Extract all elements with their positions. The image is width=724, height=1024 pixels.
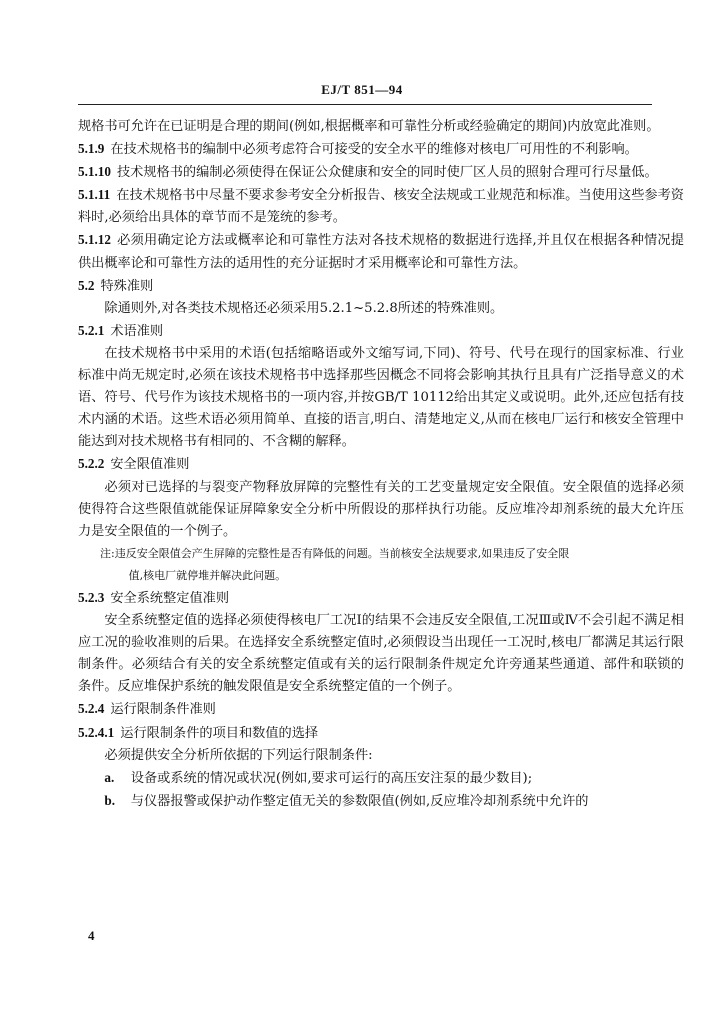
section-5-2-2-heading — [78, 453, 684, 476]
section-5-2-3-text: 安全系统整定值的选择必须使得核电厂工况Ⅰ的结果不会违反安全限值,工况Ⅲ或Ⅳ不会引起不满足相应工况的验收准则的后果。在选择安全系统整定值时,必须假设当出现任一工况时,核电厂都满足其运行限制条件。必须结合有关的安全系统整定值或有关的运行限制条件规定允许旁通某些通道、部件和联锁的条件。反应堆保护系统的触发限值是安全系统整定值的一个例子。 — [78, 613, 684, 695]
list-label: b. — [104, 792, 116, 808]
page-number: 4 — [88, 928, 95, 943]
section-5-2-heading — [78, 275, 684, 298]
section-title: 运行限制条件准则 — [110, 702, 216, 718]
section-title: 术语准则 — [110, 323, 164, 339]
clause-5-1-9 — [78, 138, 684, 161]
note — [78, 543, 684, 565]
section-title: 安全限值准则 — [110, 457, 190, 473]
section-number: 5.2 — [78, 277, 95, 293]
list-item-a — [78, 767, 684, 790]
header-rule — [78, 104, 652, 105]
list-text: 与仪器报警或保护动作整定值无关的参数限值(例如,反应堆冷却剂系统中允许的 — [130, 793, 589, 809]
section-5-2-4-1-heading — [78, 722, 684, 745]
clause-text: 技术规格书的编制必须使得在保证公众健康和安全的同时使厂区人员的照射合理可行尽量低。 — [116, 165, 658, 181]
clause-5-1-10 — [78, 161, 684, 184]
section-5-2-1-text: 在技术规格书中采用的术语(包括缩略语或外文缩写词,下同)、符号、代号在现行的国家标准、行业标准中尚无规定时,必须在该技术规格书中选择那些因概念不同将会影响其执行且具有广泛指导意义的术语、符号、代号作为该技术规格书的一项内容,并按GB/T 10112给出其定义或说明。此外,还应包括有技术内涵的术语。这些术语必须用简单、直接的语言,明白、清楚地定义,从而在核电厂运行和核安全管理中能达到对技术规格书有相同的、不含糊的解释。 — [78, 345, 684, 450]
clause-text: 在技术规格书中尽量不要求参考安全分析报告、核安全法规或工业规范和标准。当使用这些参考资料时,必须给出具体的章节而不是笼统的参考。 — [78, 188, 684, 226]
clause-text: 在技术规格书的编制中必须考虑符合可接受的安全水平的维修对核电厂可用性的不利影响。 — [110, 142, 638, 158]
section-5-2-2-text: 必须对已选择的与裂变产物释放屏障的完整性有关的工艺变量规定安全限值。安全限值的选择必须使得符合这些限值就能保证屏障象安全分析中所假设的那样执行功能。反应堆冷却剂系统的最大允许压力是安全限值的一个例子。 — [78, 479, 684, 539]
section-number: 5.2.4.1 — [78, 724, 115, 740]
section-number: 5.2.3 — [78, 589, 105, 605]
section-number: 5.2.4 — [78, 701, 105, 717]
note-continuation: 值,核电厂就停堆并解决此问题。 — [128, 568, 287, 582]
clause-text: 必须用确定论方法或概率论和可靠性方法对各技术规格的数据进行选择,并且仅在根据各种情况提供出概率论和可靠性方法的适用性的充分证据时才采用概率论和可靠性方法。 — [78, 233, 684, 271]
paragraph-continuation: 规格书可允许在已证明是合理的期间(例如,根据概率和可靠性分析或经验确定的期间)内放宽此准则。 — [78, 119, 660, 134]
section-5-2-3-heading — [78, 587, 684, 610]
note-line-1: 违反安全限值会产生屏障的完整性是否有降低的问题。当前核安全法规要求,如果违反了安全限 — [114, 546, 570, 560]
clause-number: 5.1.10 — [78, 164, 111, 180]
section-title: 特殊准则 — [100, 278, 154, 294]
section-5-2-text: 除通则外,对各类技术规格还必须采用5.2.1~5.2.8所述的特殊准则。 — [104, 300, 504, 316]
clause-number: 5.1.12 — [78, 232, 111, 248]
page-body — [78, 116, 684, 813]
clause-5-1-11 — [78, 184, 684, 229]
list-text: 设备或系统的情况或状况(例如,要求可运行的高压安注泵的最少数目); — [130, 770, 533, 786]
clause-number: 5.1.11 — [78, 187, 111, 203]
running-header: EJ/T 851—94 — [321, 82, 403, 97]
clause-5-1-12 — [78, 229, 684, 274]
section-5-2-1-heading — [78, 320, 684, 343]
clause-number: 5.1.9 — [78, 141, 105, 157]
list-label: a. — [104, 769, 115, 785]
section-5-2-4-1-text: 必须提供安全分析所依据的下列运行限制条件: — [104, 747, 373, 763]
section-title: 安全系统整定值准则 — [110, 590, 230, 606]
section-5-2-4-heading — [78, 698, 684, 721]
note-label: 注: — [100, 546, 115, 560]
list-item-b — [78, 790, 684, 813]
section-number: 5.2.1 — [78, 322, 105, 338]
section-title: 运行限制条件的项目和数值的选择 — [120, 725, 319, 741]
section-number: 5.2.2 — [78, 456, 105, 472]
